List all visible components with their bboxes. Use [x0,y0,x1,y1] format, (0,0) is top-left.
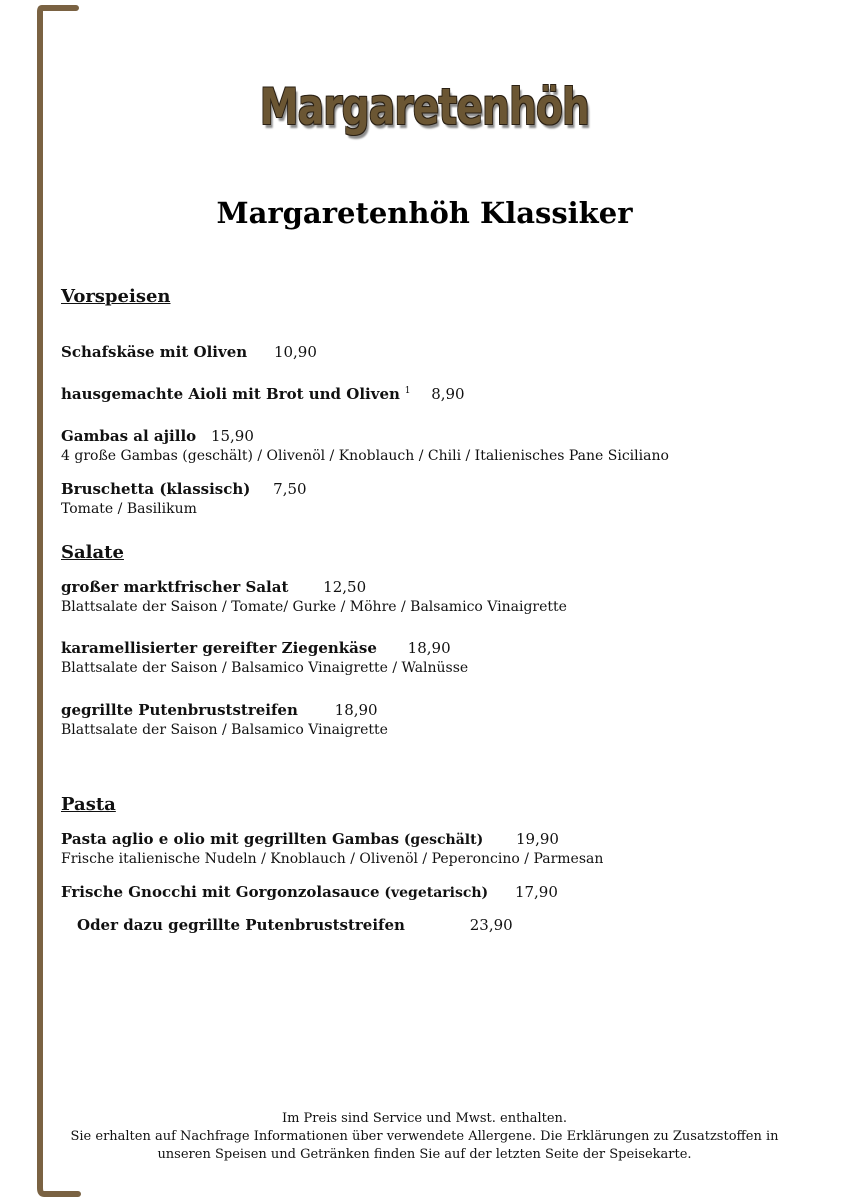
footnote-marker: 1 [404,386,411,396]
item-name: Frische Gnocchi mit Gorgonzolasauce [61,883,380,901]
footer-line: Sie erhalten auf Nachfrage Informationen über verwendete Allergene. Die Erklärungen zu Zusatzstoffen in [70,1129,779,1144]
item-name: karamellisierter gereifter Ziegenkäse [61,639,377,657]
page-title: Margaretenhöh Klassiker [216,196,633,230]
item-price: 10,90 [273,343,317,361]
item-description: Blattsalate der Saison / Balsamico Vinaigrette [61,722,388,738]
item-name: hausgemachte Aioli mit Brot und Oliven [61,385,400,403]
item-name: Bruschetta (klassisch) [61,480,251,498]
logo: Margaretenhöh [259,78,590,136]
footer-note [0,1110,849,1164]
item-description: Blattsalate der Saison / Balsamico Vinaigrette / Walnüsse [61,660,469,676]
footer-line: unseren Speisen und Getränken finden Sie auf der letzten Seite der Speisekarte. [157,1147,692,1162]
item-price: 19,90 [515,830,559,848]
item-price: 23,90 [469,916,513,934]
item-name: Gambas al ajillo [61,427,197,445]
item-name: gegrillte Putenbruststreifen [61,701,298,719]
item-price: 18,90 [407,639,451,657]
menu-item [61,883,558,901]
item-name: großer marktfrischer Salat [61,578,289,596]
item-price: 12,50 [323,578,367,596]
item-description: Frische italienische Nudeln / Knoblauch / Olivenöl / Peperoncino / Parmesan [61,851,604,867]
item-price: 7,50 [273,480,307,498]
menu-item [61,701,378,719]
menu-item [61,480,307,498]
item-qualifier: (vegetarisch) [384,885,489,901]
item-name: Pasta aglio e olio mit gegrillten Gambas [61,830,400,848]
item-price: 18,90 [334,701,378,719]
item-price: 15,90 [210,427,254,445]
item-name: Schafskäse mit Oliven [61,343,248,361]
item-name: Oder dazu gegrillte Putenbruststreifen [77,916,405,934]
menu-item [77,916,513,934]
section-title-salate: Salate [61,542,124,563]
menu-item [61,578,366,596]
footer-line: Im Preis sind Service und Mwst. enthalten. [281,1111,568,1126]
section-title-vorspeisen: Vorspeisen [61,286,171,307]
menu-item [61,830,559,848]
menu-item [61,427,254,445]
item-description: Blattsalate der Saison / Tomate/ Gurke / Möhre / Balsamico Vinaigrette [61,599,567,615]
item-qualifier: (geschält) [403,832,484,848]
menu-item [61,343,317,361]
item-description: 4 große Gambas (geschält) / Olivenöl / Knoblauch / Chili / Italienisches Pane Siciliano [61,448,669,464]
item-price: 8,90 [431,385,465,403]
section-title-pasta: Pasta [61,794,116,815]
menu-item [61,385,465,403]
item-price: 17,90 [514,883,558,901]
item-description: Tomate / Basilikum [61,501,197,517]
menu-item [61,639,451,657]
